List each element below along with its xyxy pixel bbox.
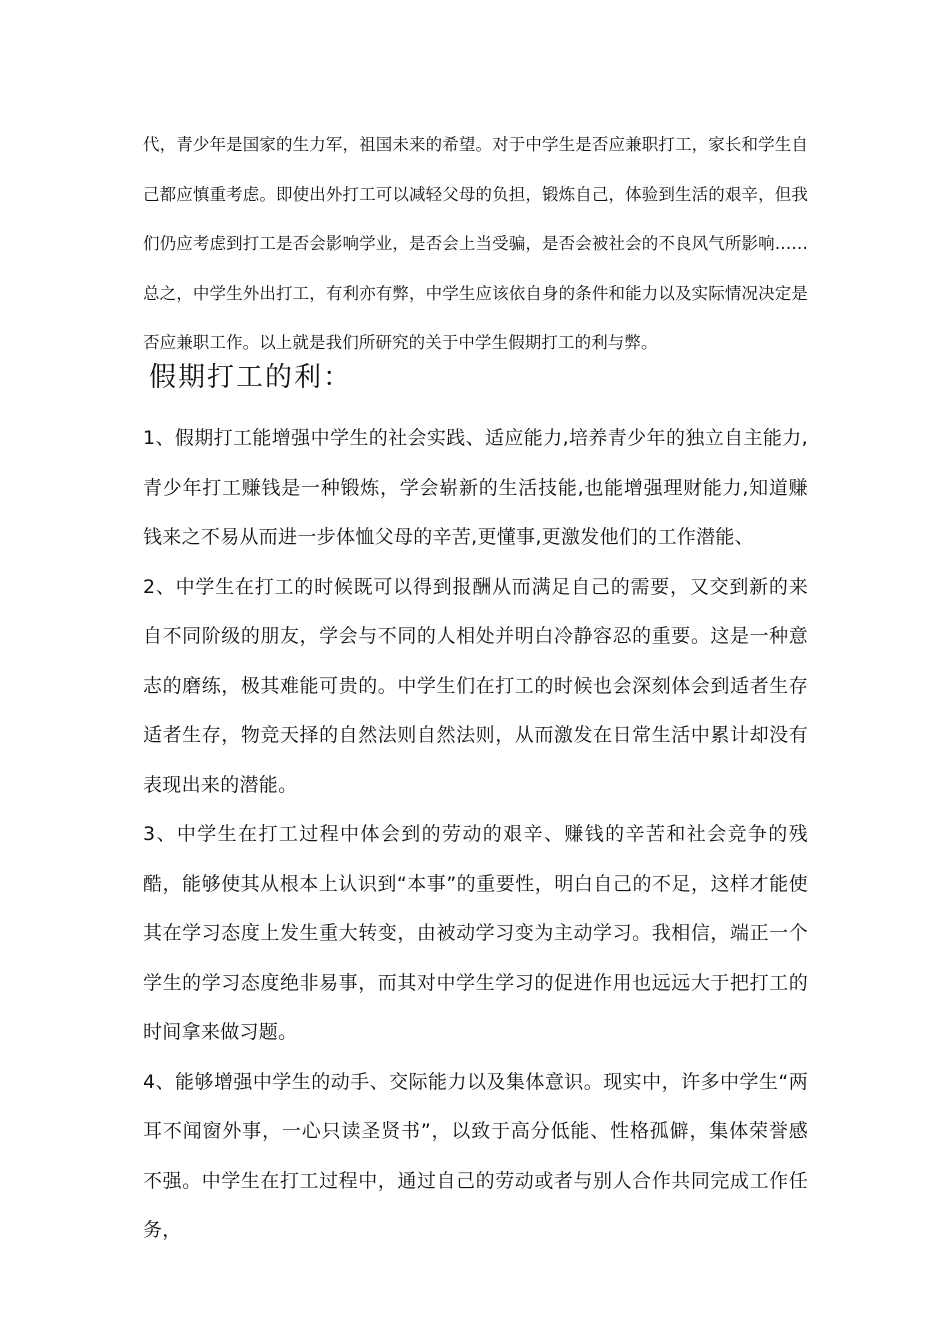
intro-paragraph: 代，青少年是国家的生力军，祖国未来的希望。对于中学生是否应兼职打工，家长和学生自己都应慎重考虑。即使出外打工可以减轻父母的负担，锻炼自己，体验到生活的艰辛，但我们仍应考虑到打工是否会影响学业，是否会上当受骗，是否会被社会的不良风气所影响……总之，中学生外出打工，有利亦有弊，中学生应该依自身的条件和能力以及实际情况决定是否应兼职工作。以上就是我们所研究的关于中学生假期打工的利与弊。 — [143, 135, 808, 352]
benefit-item-3: 3、中学生在打工过程中体会到的劳动的艰辛、赚钱的辛苦和社会竞争的残酷，能够使其从根本上认识到“本事”的重要性，明白自己的不足，这样才能使其在学习态度上发生重大转变，由被动学习变为主动学习。我相信，端正一个学生的学习态度绝非易事，而其对中学生学习的促进作用也远远大于把打工的时间拿来做习题。 — [143, 823, 808, 1043]
benefit-list — [143, 414, 808, 1256]
benefit-item-2: 2、中学生在打工的时候既可以得到报酬从而满足自己的需要，又交到新的来自不同阶级的朋友，学会与不同的人相处并明白冷静容忍的重要。这是一种意志的磨练，极其难能可贵的。中学生们在打工的时候也会深刻体会到适者生存适者生存，物竞天择的自然法则自然法则，从而激发在日常生活中累计却没有表现出来的潜能。 — [143, 575, 808, 796]
benefit-item-1: 1、假期打工能增强中学生的社会实践、适应能力,培养青少年的独立自主能力,青少年打工赚钱是一种锻炼，学会崭新的生活技能,也能增强理财能力,知道赚钱来之不易从而进一步体恤父母的辛苦,更懂事,更激发他们的工作潜能、 — [143, 427, 808, 548]
benefit-item-4: 4、能够增强中学生的动手、交际能力以及集体意识。现实中，许多中学生“两耳不闻窗外事，一心只读圣贤书”，以致于高分低能、性格孤僻，集体荣誉感不强。中学生在打工过程中，通过自己的劳动或者与别人合作共同完成工作任务， — [143, 1070, 808, 1241]
section-heading: 假期打工的利： — [149, 362, 352, 393]
